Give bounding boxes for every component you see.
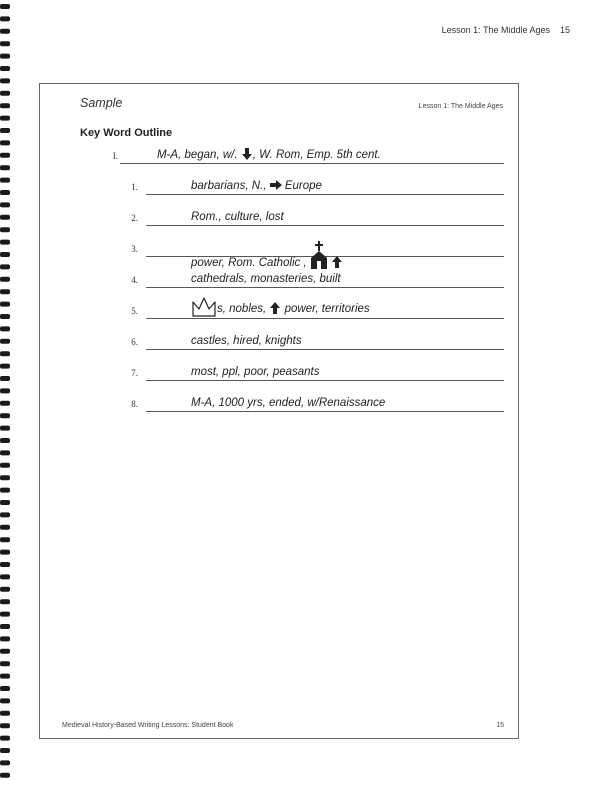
spiral-coil bbox=[0, 500, 10, 505]
spiral-coil bbox=[0, 4, 10, 9]
spiral-coil bbox=[0, 388, 10, 393]
item-5-text-a: s, nobles, bbox=[217, 303, 267, 315]
inner-header: Lesson 1: The Middle Ages bbox=[418, 103, 503, 110]
spiral-coil bbox=[0, 773, 10, 778]
spiral-coil bbox=[0, 54, 10, 59]
spiral-coil bbox=[0, 277, 10, 282]
main-item-text-b: , W. Rom, Emp. 5th cent. bbox=[252, 149, 381, 161]
spiral-coil bbox=[0, 339, 10, 344]
spiral-coil bbox=[0, 599, 10, 604]
item-8-number: 8. bbox=[131, 399, 138, 409]
spiral-coil bbox=[0, 612, 10, 617]
spiral-coil bbox=[0, 29, 10, 34]
spiral-coil bbox=[0, 376, 10, 381]
item-5-number: 5. bbox=[131, 306, 138, 316]
spiral-coil bbox=[0, 165, 10, 170]
spiral-coil bbox=[0, 525, 10, 530]
spiral-coil bbox=[0, 587, 10, 592]
spiral-coil bbox=[0, 264, 10, 269]
spiral-coil bbox=[0, 140, 10, 145]
main-item-text-a: M-A, began, w/. bbox=[157, 149, 238, 161]
item-6-text: castles, hired, knights bbox=[191, 335, 302, 347]
spiral-coil bbox=[0, 252, 10, 257]
spiral-coil bbox=[0, 711, 10, 716]
item-8-text: M-A, 1000 yrs, ended, w/Renaissance bbox=[191, 397, 386, 409]
spiral-coil bbox=[0, 760, 10, 765]
main-item-text bbox=[157, 148, 381, 162]
page-header-number: 15 bbox=[559, 25, 570, 35]
spiral-coil bbox=[0, 413, 10, 418]
outline-title: Key Word Outline bbox=[80, 127, 173, 139]
spiral-coil bbox=[0, 512, 10, 517]
page-header bbox=[420, 25, 570, 35]
spiral-coil bbox=[0, 302, 10, 307]
spiral-coil bbox=[0, 116, 10, 121]
item-3-text-a: power, Rom. Catholic , bbox=[191, 257, 307, 269]
spiral-coil bbox=[0, 723, 10, 728]
church-icon bbox=[310, 241, 328, 269]
spiral-coil bbox=[0, 698, 10, 703]
arrow-right-icon bbox=[270, 179, 282, 191]
spiral-coil bbox=[0, 326, 10, 331]
spiral-coil bbox=[0, 103, 10, 108]
spiral-coil bbox=[0, 66, 10, 71]
spiral-coil bbox=[0, 475, 10, 480]
spiral-coil bbox=[0, 550, 10, 555]
spiral-coil bbox=[0, 227, 10, 232]
spiral-coil bbox=[0, 240, 10, 245]
item-1-text-a: barbarians, N., bbox=[191, 180, 267, 192]
arrow-up-icon bbox=[331, 256, 343, 268]
sample-label: Sample bbox=[80, 96, 123, 110]
spiral-coil bbox=[0, 463, 10, 468]
item-5-text-b: power, territories bbox=[284, 303, 370, 315]
spiral-coil bbox=[0, 190, 10, 195]
spiral-coil bbox=[0, 574, 10, 579]
item-1-text-b: Europe bbox=[284, 180, 322, 192]
item-7-text: most, ppl, poor, peasants bbox=[191, 366, 320, 378]
item-7-number: 7. bbox=[131, 368, 138, 378]
spiral-coil bbox=[0, 16, 10, 21]
main-item-numeral: I. bbox=[112, 151, 118, 161]
spiral-binding bbox=[0, 0, 14, 785]
item-3-number: 3. bbox=[131, 244, 138, 254]
spiral-coil bbox=[0, 426, 10, 431]
footer-book-title: Medieval History-Based Writing Lessons: Student Book bbox=[62, 722, 234, 729]
spiral-coil bbox=[0, 314, 10, 319]
footer-page-number: 15 bbox=[496, 722, 504, 729]
spiral-coil bbox=[0, 736, 10, 741]
item-6-number: 6. bbox=[131, 337, 138, 347]
spiral-coil bbox=[0, 636, 10, 641]
spiral-coil bbox=[0, 748, 10, 753]
item-4-number: 4. bbox=[131, 275, 138, 285]
spiral-coil bbox=[0, 289, 10, 294]
spiral-coil bbox=[0, 364, 10, 369]
spiral-coil bbox=[0, 91, 10, 96]
spiral-coil bbox=[0, 649, 10, 654]
spiral-coil bbox=[0, 488, 10, 493]
item-4-text: cathedrals, monasteries, built bbox=[191, 273, 341, 285]
item-1-text bbox=[191, 179, 322, 193]
spiral-coil bbox=[0, 438, 10, 443]
spiral-coil bbox=[0, 351, 10, 356]
spiral-coil bbox=[0, 153, 10, 158]
arrow-up-icon bbox=[269, 302, 281, 314]
spiral-coil bbox=[0, 401, 10, 406]
spiral-coil bbox=[0, 450, 10, 455]
spiral-coil bbox=[0, 674, 10, 679]
spiral-coil bbox=[0, 661, 10, 666]
item-3-text bbox=[191, 241, 343, 270]
arrow-down-icon bbox=[241, 148, 253, 160]
item-2-number: 2. bbox=[131, 213, 138, 223]
spiral-coil bbox=[0, 686, 10, 691]
spiral-coil bbox=[0, 215, 10, 220]
spiral-coil bbox=[0, 537, 10, 542]
spiral-coil bbox=[0, 178, 10, 183]
item-5-text bbox=[191, 296, 370, 318]
spiral-coil bbox=[0, 78, 10, 83]
spiral-coil bbox=[0, 41, 10, 46]
page-header-title: Lesson 1: The Middle Ages bbox=[441, 25, 550, 35]
item-1-number: 1. bbox=[131, 182, 138, 192]
spiral-coil bbox=[0, 562, 10, 567]
crown-icon bbox=[191, 296, 217, 318]
spiral-coil bbox=[0, 624, 10, 629]
item-2-text: Rom., culture, lost bbox=[191, 211, 284, 223]
spiral-coil bbox=[0, 202, 10, 207]
worksheet-box bbox=[39, 83, 519, 739]
spiral-coil bbox=[0, 128, 10, 133]
